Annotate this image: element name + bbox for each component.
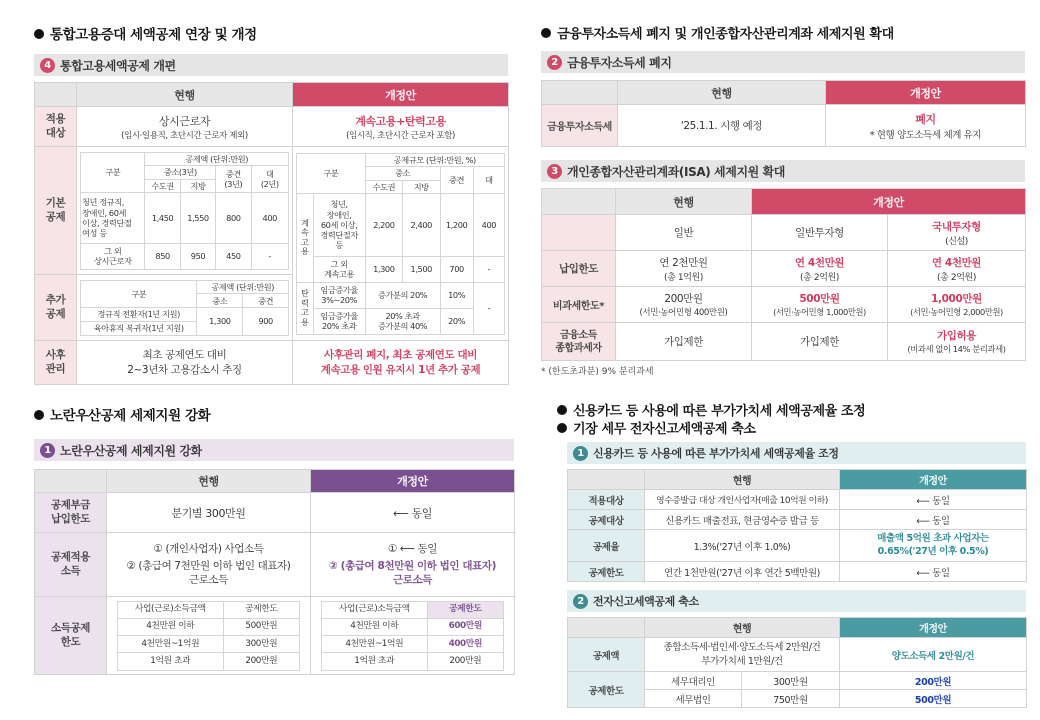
section3-subtitle-bar-1: 2 금융투자소득세 폐지	[541, 51, 1025, 73]
isa-limit-general: 연 4천만원 (총 2억원)	[752, 251, 888, 287]
revised-column-header: 개정안	[311, 470, 515, 493]
row-label-deduction-limit: 소득공제 한도	[35, 597, 107, 675]
corner-cell	[35, 470, 107, 493]
isa-limit-domestic: 연 4천만원 (총 2억원)	[888, 251, 1026, 287]
row-label-financial-investment-tax: 금융투자소득세	[542, 105, 618, 147]
number-badge-icon: 2	[573, 594, 588, 609]
applicable-income-current: ① (개인사업자) 사업소득 ② (총급여 7천만원 이하 법인 대표자) 근로소득	[107, 533, 311, 597]
current-column-header: 현행	[77, 83, 293, 107]
table-row: 공제한도 연간 1천만원('27년 이후 연간 5백만원) ⟵ 동일	[568, 562, 1027, 582]
revised-column-header: 개정안	[293, 83, 509, 107]
corner-cell	[568, 618, 645, 638]
row-label-contribution-limit: 공제부금 납입한도	[35, 493, 107, 533]
additional-credit-current	[77, 275, 293, 341]
section1-subtitle-bar: 4 통합고용세액공제 개편	[34, 54, 508, 76]
corner-cell	[35, 83, 77, 107]
row-label-additional-credit: 추가 공제	[35, 275, 77, 341]
table-row: 공제한도 세무대리인 300만원 200만원	[568, 672, 1027, 690]
table-row: 정규직 전환자(1년 지원) 1,300 900	[81, 308, 289, 322]
isa-eligibility-domestic: 가입허용 (비과세 없이 14% 분리과세)	[888, 323, 1026, 361]
table-row: 그 외 계속고용 1,300 1,500 700 -	[297, 256, 505, 282]
section4-heading-1: 신용카드 등 사용에 따른 부가가치세 세액공제율 조정	[557, 400, 865, 419]
row-label-basic-credit: 기본 공제	[35, 147, 77, 275]
isa-eligibility-general: 가입제한	[752, 323, 888, 361]
table-row: 4천만원~1억원 400만원	[322, 636, 504, 653]
isa-footnote: * (한도초과분) 9% 분리과세	[541, 367, 654, 377]
isa-table	[541, 188, 1026, 361]
bullet-icon	[34, 410, 44, 420]
deduction-limit-current	[107, 597, 311, 675]
table-row: 공제대상 신용카드 매출전표, 현금영수증 발급 등 ⟵ 동일	[568, 510, 1027, 530]
number-badge-icon: 1	[573, 446, 588, 461]
applicable-income-revised: ① ⟵ 동일 ② (총급여 8천만원 이하 법인 대표자) 근로소득	[311, 533, 515, 597]
eligibility-revised: 계속고용+탄력고용 (임시직, 초단시간 근로자 포함)	[293, 107, 509, 147]
isa-taxfree-domestic: 1,000만원 (서민·농어민형 2,000만원)	[888, 287, 1026, 323]
table-row: 그 외 상시근로자 850 950 450 -	[81, 243, 289, 269]
table-row: 적용대상 영수증발급 대상 개인사업자(매출 10억원 이하) ⟵ 동일	[568, 490, 1027, 510]
basic-credit-current-table: 구분 공제액 (단위:만원) 중소(3년) 중견 (3년) 대 (2년) 수도권 지방 청년 정규직, 장애인, 60세 이상, 경력단절 여성 등 1,450 1,550 800 400 그 외 상시근로자 850 950 450 -	[80, 152, 289, 270]
credit-amount-revised: 양도소득세 2만원/건	[840, 638, 1027, 672]
type-label-blank	[542, 215, 616, 251]
financial-investment-tax-table	[541, 80, 1026, 147]
e-filing-credit-table	[567, 617, 1027, 708]
row-label-credit-amount: 공제액	[568, 638, 645, 672]
eligibility-current: 상시근로자 (임시·일용직, 초단시간 근로자 제외)	[77, 107, 293, 147]
isa-eligibility-current: 가입제한	[616, 323, 752, 361]
section2-heading: 노란우산공제 세제지원 강화	[34, 404, 210, 424]
bullet-icon	[34, 29, 44, 39]
basic-credit-revised-table: 구분 공제규모 (단위:만원, %) 중소 중견 대 수도권 지방 계 속 고 용 청년, 장애인, 60세 이상, 경력단절자 등 2,200 2,400 1,200 400 그 외 계속고용 1,300 1,500 700 - 탄 력 고 용 임금증가율 3%~20% 증가분의 20% 10% - 임금증가율 20% 초과 20% 초과 증가분의 40% 20%	[296, 153, 505, 335]
revised-column-header: 개정안	[840, 618, 1027, 638]
table-row: 임금증가율 20% 초과 20% 초과 증가분의 40% 20%	[297, 308, 505, 334]
revised-column-header: 개정안	[826, 81, 1026, 105]
financial-investment-revised: 폐지 * 현행 양도소득세 체계 유지	[826, 105, 1026, 147]
section4-heading-2: 기장 세무 전자신고세액공제 축소	[557, 418, 756, 437]
employment-tax-credit-table	[34, 82, 509, 385]
deduction-limit-revised	[311, 597, 515, 675]
card-vat-credit-table	[567, 469, 1027, 582]
bullet-icon	[557, 423, 567, 433]
additional-credit-table: 구분 공제액 (단위:만원) 중소 중견 정규직 전환자(1년 지원) 1,300 900 육아휴직 복귀자(1년 지원)	[80, 280, 289, 336]
isa-limit-current: 연 2천만원 (총 1억원)	[616, 251, 752, 287]
table-row: 계 속 고 용 청년, 장애인, 60세 이상, 경력단절자 등 2,200 2,400 1,200 400	[297, 194, 505, 257]
table-row: 청년 정규직, 장애인, 60세 이상, 경력단절 여성 등 1,450 1,550 800 400	[81, 193, 289, 244]
basic-credit-current	[77, 147, 293, 275]
current-column-header: 현행	[645, 470, 840, 490]
row-label-comprehensive-taxpayer: 금융소득 종합과세자	[542, 323, 616, 361]
bullet-icon	[557, 405, 567, 415]
type-domestic-investment: 국내투자형 (신설)	[888, 215, 1026, 251]
current-column-header: 현행	[618, 81, 826, 105]
type-general: 일반	[616, 215, 752, 251]
table-row: 세무법인 750만원 500만원	[568, 690, 1027, 708]
deduction-limit-revised-table: 사업(근로)소득금액 공제한도 4천만원 이하 600만원 4천만원~1억원 400만원 1억원 초과 200만원	[321, 601, 504, 671]
number-badge-icon: 2	[547, 55, 562, 70]
basic-credit-revised	[293, 147, 509, 341]
number-badge-icon: 3	[547, 164, 562, 179]
row-label-credit-limit: 공제한도	[568, 672, 645, 708]
table-row: 탄 력 고 용 임금증가율 3%~20% 증가분의 20% 10% -	[297, 282, 505, 308]
table-row: 4천만원 이하 500만원	[118, 618, 300, 635]
deduction-limit-current-table: 사업(근로)소득금액 공제한도 4천만원 이하 500만원 4천만원~1억원 300만원 1억원 초과 200만원	[117, 601, 300, 671]
current-column-header: 현행	[107, 470, 311, 493]
financial-investment-current: '25.1.1. 시행 예정	[618, 105, 826, 147]
bullet-icon	[541, 28, 551, 38]
number-badge-icon: 4	[40, 58, 55, 73]
contribution-limit-current: 분기별 300만원	[107, 493, 311, 533]
row-label-tax-free-limit: 비과세한도*	[542, 287, 616, 323]
row-label-post-management: 사후 관리	[35, 341, 77, 385]
row-label-contribution-limit: 납입한도	[542, 251, 616, 287]
isa-taxfree-current: 200만원 (서민·농어민형 400만원)	[616, 287, 752, 323]
row-label-applicable-income: 공제적용 소득	[35, 533, 107, 597]
current-column-header: 현행	[616, 189, 752, 215]
contribution-limit-revised: ⟵ 동일	[311, 493, 515, 533]
table-row: 육아휴직 복귀자(1년 지원)	[81, 321, 289, 335]
isa-taxfree-general: 500만원 (서민·농어민형 1,000만원)	[752, 287, 888, 323]
row-label-eligibility: 적용 대상	[35, 107, 77, 147]
section3-heading: 금융투자소득세 폐지 및 개인종합자산관리계좌 세제지원 확대	[541, 23, 894, 42]
section3-subtitle-bar-2: 3 개인종합자산관리계좌(ISA) 세제지원 확대	[541, 160, 1025, 182]
current-column-header: 현행	[645, 618, 840, 638]
post-management-current: 최초 공제연도 대비 2~3년차 고용감소시 추징	[77, 341, 293, 385]
section4-subtitle-bar-1: 1 신용카드 등 사용에 따른 부가가치세 세액공제율 조정	[567, 442, 1026, 464]
corner-cell	[542, 81, 618, 105]
credit-amount-current: 종합소득세·법인세·양도소득세 2만원/건 부가가치세 1만원/건	[645, 638, 840, 672]
table-row: 1억원 초과 200만원	[322, 653, 504, 670]
table-row: 4천만원~1억원 300만원	[118, 636, 300, 653]
revised-column-header: 개정안	[752, 189, 1026, 215]
section1-heading: 통합고용증대 세액공제 연장 및 개정	[34, 23, 257, 43]
revised-column-header: 개정안	[840, 470, 1027, 490]
number-badge-icon: 1	[40, 443, 55, 458]
table-row: 4천만원 이하 600만원	[322, 618, 504, 635]
post-management-revised: 사후관리 폐지, 최초 공제연도 대비 계속고용 인원 유지시 1년 추가 공제	[293, 341, 509, 385]
section4-subtitle-bar-2: 2 전자신고세액공제 축소	[567, 590, 1026, 612]
corner-cell	[542, 189, 616, 215]
table-row: 1억원 초과 200만원	[118, 653, 300, 670]
corner-cell	[568, 470, 645, 490]
section2-subtitle-bar: 1 노란우산공제 세제지원 강화	[34, 439, 514, 461]
table-row: 공제율 1.3%('27년 이후 1.0%) 매출액 5억원 초과 사업자는 0.65%('27년 이후 0.5%)	[568, 530, 1027, 562]
type-general-investment: 일반투자형	[752, 215, 888, 251]
yellow-umbrella-table	[34, 469, 515, 675]
